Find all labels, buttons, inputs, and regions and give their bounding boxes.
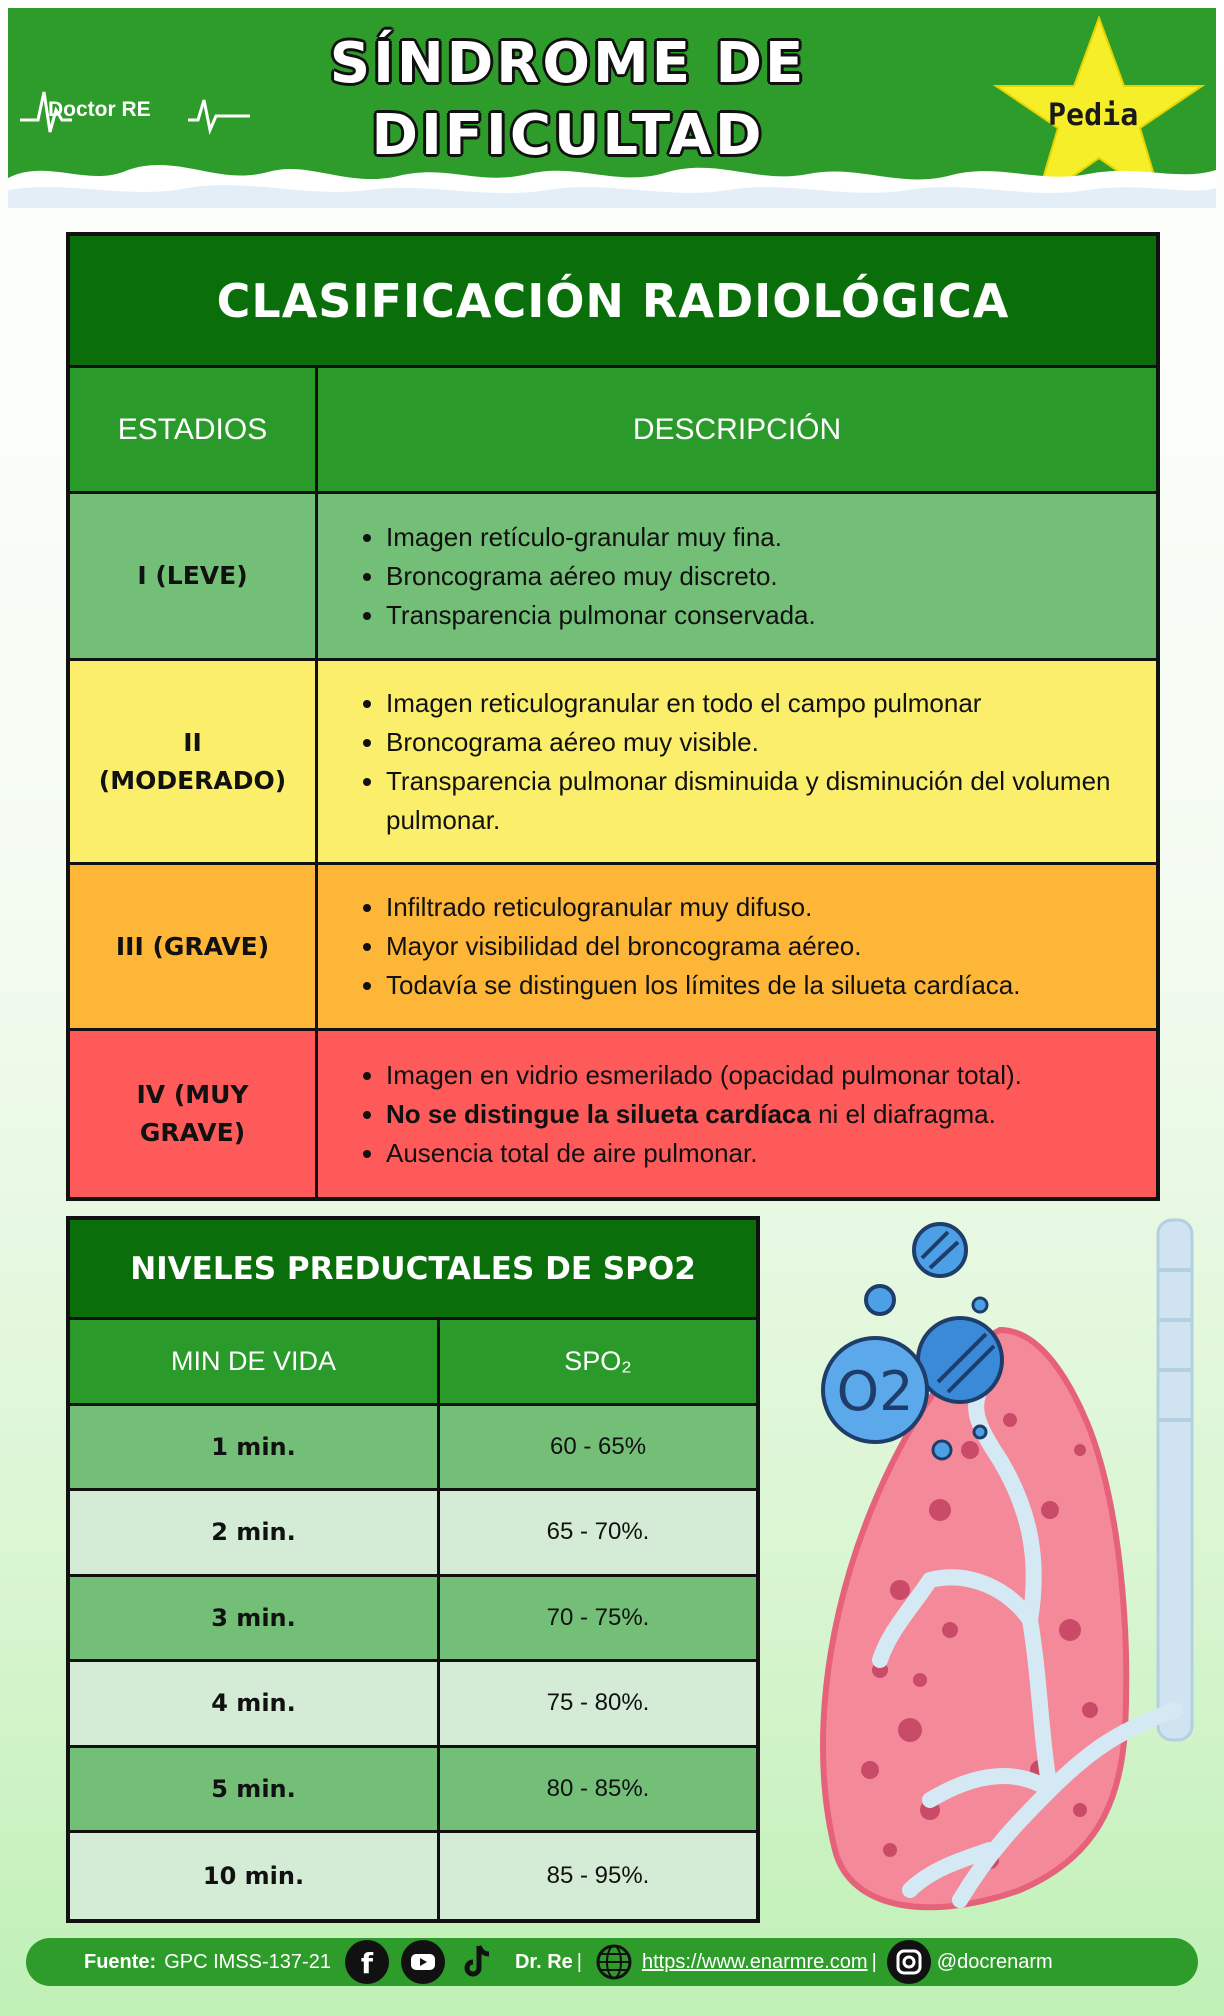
website-link[interactable]: https://www.enarmre.com bbox=[641, 1950, 868, 1973]
list-item: • Mayor visibilidad del broncograma aéreo. bbox=[386, 927, 1020, 966]
spo2-cell: 85 - 95%. bbox=[546, 1861, 650, 1889]
table-row bbox=[70, 1662, 756, 1748]
table-row bbox=[70, 1031, 1156, 1197]
separator: | bbox=[576, 1950, 582, 1973]
list-item bbox=[386, 1095, 1022, 1134]
minutes-cell: 1 min. bbox=[70, 1406, 440, 1489]
list-item: • Transparencia pulmonar disminuida y disminución del volumen pulmonar. bbox=[386, 762, 1136, 840]
title-line-1: SÍNDROME DE DIFICULTAD bbox=[329, 31, 807, 168]
list-item: • Broncograma aéreo muy discreto. bbox=[386, 557, 816, 596]
classification-title: CLASIFICACIÓN RADIOLÓGICA bbox=[70, 236, 1156, 368]
stage-label bbox=[70, 1031, 318, 1197]
stage-description bbox=[318, 661, 1156, 862]
spo2-cell: 70 - 75%. bbox=[546, 1603, 650, 1631]
table-row bbox=[70, 1491, 756, 1577]
table-row bbox=[70, 661, 1156, 865]
spo2-cell: 60 - 65% bbox=[549, 1432, 647, 1460]
footer-bar bbox=[26, 1938, 1198, 1986]
stage-description bbox=[318, 1031, 1156, 1197]
source-label: Fuente: bbox=[84, 1950, 157, 1973]
stage-label-line-1: IV (MUY bbox=[136, 1080, 249, 1109]
instagram-icon[interactable] bbox=[887, 1940, 931, 1984]
trachea-icon bbox=[1158, 1220, 1192, 1740]
stage-label bbox=[70, 661, 318, 862]
separator: | bbox=[871, 1950, 877, 1973]
facebook-icon[interactable] bbox=[345, 1940, 389, 1984]
stage-label: III (GRAVE) bbox=[70, 865, 318, 1028]
author-name: Dr. Re bbox=[514, 1950, 573, 1973]
social-handle[interactable]: @docrenarm bbox=[936, 1950, 1053, 1973]
table-row bbox=[70, 1748, 756, 1834]
bold-text: No se distingue la silueta cardíaca bbox=[386, 1098, 811, 1129]
stage-label: I (LEVE) bbox=[70, 494, 318, 658]
stage-label-line-2: (MODERADO) bbox=[98, 765, 287, 795]
column-header-minutes: MIN DE VIDA bbox=[70, 1320, 440, 1403]
header-banner bbox=[8, 8, 1216, 208]
list-item: • Infiltrado reticulogranular muy difuso. bbox=[386, 888, 1020, 927]
table-row bbox=[70, 1577, 756, 1663]
table-row bbox=[70, 865, 1156, 1031]
table-row bbox=[70, 1833, 756, 1919]
svg-text:f: f bbox=[360, 1947, 374, 1980]
table-row bbox=[70, 1406, 756, 1492]
stage-description bbox=[318, 865, 1156, 1028]
list-item: • Todavía se distinguen los límites de la silueta cardíaca. bbox=[386, 966, 1020, 1005]
o2-label: O2 bbox=[836, 1360, 914, 1423]
source-value: GPC IMSS-137-21 bbox=[164, 1950, 331, 1973]
lung-illustration bbox=[790, 1210, 1210, 1930]
spo2-cell: 75 - 80%. bbox=[546, 1689, 650, 1717]
spo2-table bbox=[66, 1216, 760, 1923]
column-header-stage: ESTADIOS bbox=[70, 368, 318, 491]
list-item: • Transparencia pulmonar conservada. bbox=[386, 596, 816, 635]
classification-header-row bbox=[70, 368, 1156, 494]
list-item: • Broncograma aéreo muy visible. bbox=[386, 723, 1136, 762]
minutes-cell: 5 min. bbox=[70, 1748, 440, 1831]
stage-description bbox=[318, 494, 1156, 658]
globe-icon bbox=[592, 1940, 636, 1984]
minutes-cell: 4 min. bbox=[70, 1662, 440, 1745]
spo2-cell: 65 - 70%. bbox=[546, 1518, 650, 1546]
column-header-spo2: SPO₂ bbox=[564, 1345, 632, 1376]
list-item: • Imagen reticulogranular en todo el campo pulmonar bbox=[386, 684, 1136, 723]
list-item-rest: ni el diafragma. bbox=[818, 1098, 996, 1129]
minutes-cell: 3 min. bbox=[70, 1577, 440, 1660]
minutes-cell: 2 min. bbox=[70, 1491, 440, 1574]
spo2-header-row bbox=[70, 1320, 756, 1406]
spo2-cell: 80 - 85%. bbox=[546, 1774, 650, 1802]
table-row bbox=[70, 494, 1156, 661]
logo-text: Doctor RE bbox=[48, 98, 151, 121]
badge-label: Pedia bbox=[1048, 98, 1139, 133]
list-item: • Imagen retículo-granular muy fina. bbox=[386, 518, 816, 557]
snow-border-decoration bbox=[8, 148, 1216, 208]
spo2-title: NIVELES PREDUCTALES DE SPO2 bbox=[70, 1220, 756, 1320]
stage-label-line-2: GRAVE) bbox=[139, 1118, 246, 1147]
classification-table bbox=[66, 232, 1160, 1201]
tiktok-icon[interactable] bbox=[457, 1940, 501, 1984]
stage-label-line-1: II bbox=[183, 727, 202, 757]
list-item: • Imagen en vidrio esmerilado (opacidad pulmonar total). bbox=[386, 1056, 1022, 1095]
column-header-description: DESCRIPCIÓN bbox=[632, 412, 842, 446]
minutes-cell: 10 min. bbox=[70, 1833, 440, 1919]
youtube-icon[interactable] bbox=[401, 1940, 445, 1984]
list-item: • Ausencia total de aire pulmonar. bbox=[386, 1134, 1022, 1173]
